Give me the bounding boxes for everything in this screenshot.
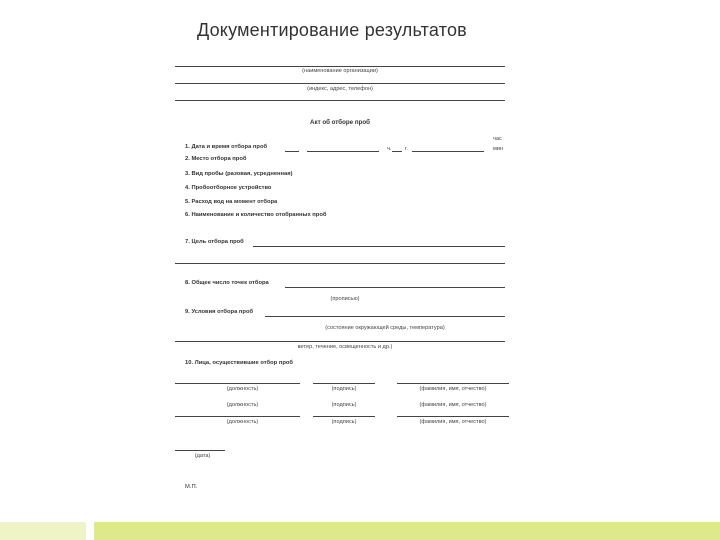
sig-1-position: (должность) xyxy=(226,386,259,392)
sig-1-signature: (подпись) xyxy=(331,386,357,392)
org-caption: (наименование организации) xyxy=(302,68,378,74)
sig-1-name-line xyxy=(397,383,509,384)
item-2-label: 2. Место отбора проб xyxy=(185,156,247,162)
sig-3-signature: (подпись) xyxy=(331,419,357,425)
footer-bar xyxy=(0,522,720,540)
stamp-label: М.П. xyxy=(185,484,198,490)
item-10-label: 10. Лица, осуществившие отбор проб xyxy=(185,360,293,366)
item-1-hour: ч. xyxy=(387,146,392,152)
item-7-label: 7. Цель отбора проб xyxy=(185,239,244,245)
sig-3-position: (должность) xyxy=(226,419,259,425)
date-caption: (дата) xyxy=(194,453,211,459)
sig-1-position-line xyxy=(175,383,300,384)
item-5-label: 5. Расход вод на момент отбора xyxy=(185,199,278,205)
sig-1-name: (фамилия, имя, отчество) xyxy=(419,386,487,392)
sig-2-signature-line xyxy=(313,416,375,417)
item-1-minute-unit: мин xyxy=(493,146,504,152)
address-caption: (индекс, адрес, телефон) xyxy=(307,86,373,92)
sig-1-signature-line xyxy=(313,383,375,384)
sig-2-position-line xyxy=(175,416,300,417)
act-title: Акт об отборе проб xyxy=(310,119,370,126)
phone-line xyxy=(175,100,505,101)
item-9-caption-2: ветер, течение, освещенность и др.) xyxy=(297,344,393,350)
item-4-label: 4. Пробоотборное устройство xyxy=(185,185,272,191)
item-6-label: 6. Наименование и количество отобранных проб xyxy=(185,212,327,218)
item-1-hour-unit: час xyxy=(493,136,502,142)
item-3-label: 3. Вид пробы (разовая, усредненная) xyxy=(185,171,293,177)
item-7-line xyxy=(253,246,505,247)
org-line xyxy=(175,66,505,67)
footer-notch xyxy=(0,522,86,540)
item-9-caption-1: (состояние окружающей среды, температура) xyxy=(325,325,445,331)
item-9-line-2 xyxy=(175,341,505,342)
sig-2-signature: (подпись) xyxy=(331,402,357,408)
sampling-act-form xyxy=(175,58,515,498)
item-9-label: 9. Условия отбора проб xyxy=(185,309,254,315)
sig-2-name-line xyxy=(397,416,509,417)
sig-2-name: (фамилия, имя, отчество) xyxy=(419,402,487,408)
item-8-line xyxy=(285,287,505,288)
item-1-line-a xyxy=(285,151,299,152)
sig-3-name: (фамилия, имя, отчество) xyxy=(419,419,487,425)
slide-title: Документирование результатов xyxy=(197,20,467,40)
date-line xyxy=(175,450,225,451)
item-1-line-d xyxy=(412,151,484,152)
sig-2-position: (должность) xyxy=(226,402,259,408)
footer-gap xyxy=(86,522,94,540)
item-1-label: 1. Дата и время отбора проб xyxy=(185,144,268,150)
item-1-line-b xyxy=(307,151,379,152)
item-9-line xyxy=(265,316,505,317)
item-8-label: 8. Общее число точек отбора xyxy=(185,280,269,286)
address-line xyxy=(175,83,505,84)
item-7-line-2 xyxy=(175,263,505,264)
item-1-line-c xyxy=(392,151,402,152)
item-8-caption: (прописью) xyxy=(330,296,360,302)
item-1-year: г. xyxy=(405,146,408,152)
